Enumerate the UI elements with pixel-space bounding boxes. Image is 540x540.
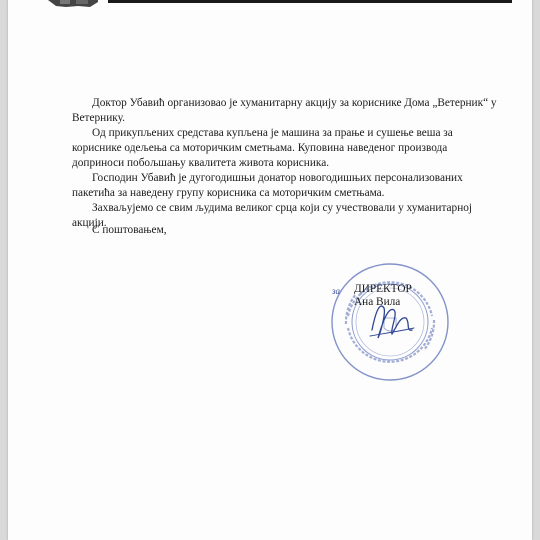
official-stamp	[326, 258, 454, 386]
director-name: Ана Вила	[354, 296, 401, 308]
paragraph-4: Захваљујемо се свим људима великог срца који су учествовали у хуманитарној акцији.	[72, 202, 473, 229]
letter-body	[72, 96, 502, 231]
header-rule	[108, 0, 512, 3]
za-mark: за	[332, 286, 341, 296]
salutation: С поштовањем,	[92, 224, 167, 236]
director-title: ДИРЕКТОР	[354, 283, 412, 295]
letter-page	[8, 0, 532, 540]
paragraph-3: Господин Убавић је дугогодишњи донатор новогодишњих персонализованих пакетића за наведену групу корисника са моторичким сметњама.	[72, 172, 463, 199]
logo-fragment	[46, 0, 100, 8]
paragraph-2: Од прикупљених средстава купљена је машина за прање и сушење веша за кориснике одељења са моторичким сметњама. Куповина наведеног производа доприноси побољшању квалитета живота корисника.	[72, 127, 453, 169]
signature-block	[354, 283, 412, 309]
paragraph-1: Доктор Убавић организовао је хуманитарну акцију за кориснике Дома „Ветерник“ у Ветернику.	[72, 97, 497, 124]
